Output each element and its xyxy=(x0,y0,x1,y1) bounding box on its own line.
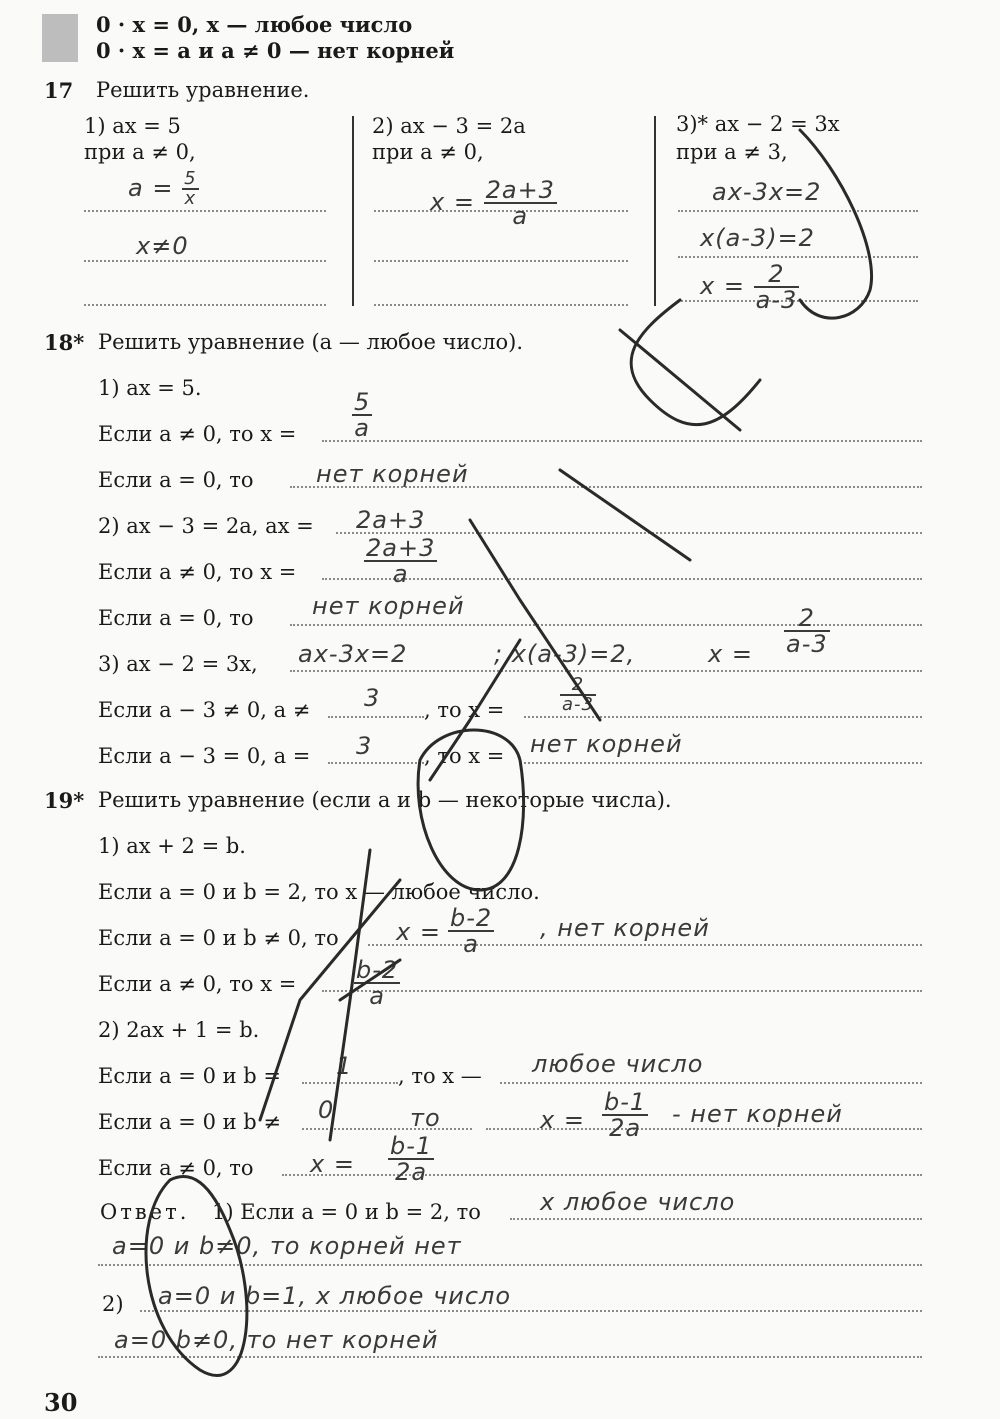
task-17-number: 17 xyxy=(44,78,74,103)
task-18-number: 18* xyxy=(44,330,85,355)
task-18-1-case-2: Если a = 0, то xyxy=(98,468,254,492)
handwritten-answer: a=0 и b=1, x любое число xyxy=(158,1282,512,1310)
task-19-2-case-2: Если a = 0 и b ≠ xyxy=(98,1110,281,1134)
task-19-2-case-3: Если a ≠ 0, то xyxy=(98,1156,254,1180)
task-19-2-equation: 2) 2ax + 1 = b. xyxy=(98,1018,260,1042)
handwritten-answer: x = xyxy=(310,1150,355,1178)
rule-line-2: 0 · x = a и a ≠ 0 — нет корней xyxy=(96,38,455,63)
handwritten-answer: $\frac{2a+3}{a}$ xyxy=(366,534,436,588)
handwritten-answer: a = $\frac{5}{x}$ xyxy=(128,168,197,209)
handwritten-answer: x любое число xyxy=(540,1188,736,1216)
answer-line-1: 1) Если a = 0 и b = 2, то xyxy=(212,1200,481,1224)
handwritten-answer: x = xyxy=(540,1106,585,1134)
handwritten-answer: $\frac{5}{a}$ xyxy=(354,388,371,442)
handwritten-answer: ; x(a-3)=2, xyxy=(494,640,636,668)
page-number: 30 xyxy=(44,1388,78,1417)
task-17-1-equation: 1) ax = 5 xyxy=(84,114,181,138)
task-17-2-condition: при a ≠ 0, xyxy=(372,140,484,164)
handwritten-answer: ax-3x=2 xyxy=(298,640,408,668)
task-17-title: Решить уравнение. xyxy=(96,78,310,102)
task-18-1-case-1: Если a ≠ 0, то x = xyxy=(98,422,297,446)
handwritten-answer: нет корней xyxy=(316,460,469,488)
task-18-2-case-1: Если a ≠ 0, то x = xyxy=(98,560,297,584)
task-19-1-case-3: Если a ≠ 0, то x = xyxy=(98,972,297,996)
scribble-stroke xyxy=(800,130,872,318)
handwritten-answer: ax-3x=2 xyxy=(712,178,822,206)
task-19-number: 19* xyxy=(44,788,85,813)
handwritten-answer: $\frac{2}{a-3}$ xyxy=(562,674,594,715)
handwritten-answer: $\frac{b-2}{a}$ xyxy=(450,904,493,958)
task-17-1-condition: при a ≠ 0, xyxy=(84,140,196,164)
handwritten-answer: 1 xyxy=(336,1052,353,1080)
rule-line-1: 0 · x = 0, x — любое число xyxy=(96,12,413,37)
task-18-title: Решить уравнение (a — любое число). xyxy=(98,330,524,354)
task-18-2-equation: 2) ax − 3 = 2a, ax = xyxy=(98,514,314,538)
handwritten-answer: x = $\frac{2a+3}{a}$ xyxy=(430,176,555,230)
task-18-2-case-2: Если a = 0, то xyxy=(98,606,254,630)
task-18-3-case-2-then: , то x = xyxy=(424,744,505,768)
handwritten-answer: 3 xyxy=(356,732,373,760)
handwritten-answer: a=0 и b≠0, то корней нет xyxy=(112,1232,462,1260)
handwritten-answer: a=0 b≠0, то нет корней xyxy=(114,1326,439,1354)
task-17-3-equation: 3)* ax − 2 = 3x xyxy=(676,112,840,136)
handwritten-answer: любое число xyxy=(532,1050,704,1078)
task-17-2-equation: 2) ax − 3 = 2a xyxy=(372,114,526,138)
handwritten-answer: $\frac{2}{a-3}$ xyxy=(786,604,828,658)
handwritten-answer: x≠0 xyxy=(136,232,189,260)
answer-label: Ответ. xyxy=(100,1200,190,1224)
handwritten-answer: 0 xyxy=(318,1096,335,1124)
scribble-stroke xyxy=(430,640,520,780)
handwritten-answer: x = xyxy=(708,640,753,668)
handwritten-answer: нет корней xyxy=(312,592,465,620)
handwritten-answer: 3 xyxy=(364,684,381,712)
handwritten-answer: $\frac{b-2}{a}$ xyxy=(356,956,399,1010)
task-19-title: Решить уравнение (если a и b — некоторые числа). xyxy=(98,788,672,812)
task-19-1-case-1: Если a = 0 и b = 2, то x — любое число. xyxy=(98,880,540,904)
task-18-3-equation: 3) ax − 2 = 3x, xyxy=(98,652,258,676)
scribble-stroke xyxy=(631,300,760,425)
handwritten-answer: 2a+3 xyxy=(356,506,426,534)
handwritten-answer: $\frac{b-1}{2a}$ xyxy=(390,1132,433,1186)
handwritten-answer: x(a-3)=2 xyxy=(700,224,815,252)
scribble-stroke xyxy=(340,960,400,1000)
handwritten-answer: то xyxy=(410,1104,441,1132)
scribble-stroke xyxy=(260,880,400,1120)
answer-line-2-number: 2) xyxy=(102,1292,124,1316)
handwritten-answer: - нет корней xyxy=(672,1100,843,1128)
handwritten-answer: , нет корней xyxy=(540,914,710,942)
task-19-2-case-1-then: , то x — xyxy=(398,1064,482,1088)
task-18-1-equation: 1) ax = 5. xyxy=(98,376,202,400)
task-18-3-case-2: Если a − 3 = 0, a = xyxy=(98,744,311,768)
scribble-stroke xyxy=(560,470,690,560)
task-17-3-condition: при a ≠ 3, xyxy=(676,140,788,164)
handwritten-answer: нет корней xyxy=(530,730,683,758)
task-19-1-case-2: Если a = 0 и b ≠ 0, то xyxy=(98,926,339,950)
handwritten-answer: $\frac{b-1}{2a}$ xyxy=(604,1088,647,1142)
scribble-stroke xyxy=(146,1177,247,1376)
handwritten-answer: x = $\frac{2}{a-3}$ xyxy=(700,260,798,314)
task-18-3-case-1-then: , то x = xyxy=(424,698,505,722)
scribble-stroke xyxy=(418,730,524,890)
task-19-1-equation: 1) ax + 2 = b. xyxy=(98,834,246,858)
task-18-3-case-1: Если a − 3 ≠ 0, a ≠ xyxy=(98,698,311,722)
task-19-2-case-1: Если a = 0 и b = xyxy=(98,1064,281,1088)
handwritten-answer: x = xyxy=(396,918,441,946)
